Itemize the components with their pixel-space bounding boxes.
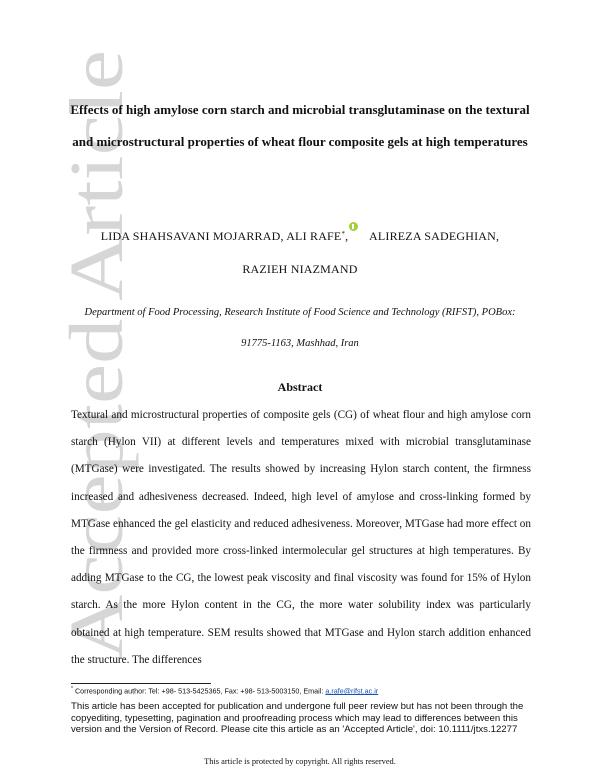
corresponding-author-footnote (71, 686, 541, 695)
watermark-text: Accepted Article (55, 147, 139, 660)
footnote-mark: * (71, 686, 73, 692)
abstract-body: Textural and microstructural properties of composite gels (CG) of wheat flour and high amylose corn starch (Hylon VII) at different levels and temperatures mixed with microbial transglutaminase (MTGase) were investigated. The results showed by increasing Hylon starch content, the firmness increased and adhesiveness decreased. Indeed, high level of amylose and cross-linking formed by MTGase enhanced the gel elasticity and reduced adhesiveness. Moreover, MTGase had more effect on the firmness and provided more cross-linked intermolecular gel structures at high temperatures. By adding MTGase to the CG, the lowest peak viscosity and final viscosity was found for 15% of Hylon starch. As the more Hylon content in the CG, the more water solubility index was particularly obtained at high temperature. SEM results showed that MTGase and Hylon starch addition enhanced the structure. The differences (71, 409, 531, 666)
abstract-heading: Abstract (277, 380, 323, 394)
authors-first: LIDA SHAHSAVANI MOJARRAD, ALI RAFE (100, 229, 342, 243)
author-list (90, 218, 510, 286)
footnote-divider (71, 683, 211, 684)
corresponding-email-link[interactable]: a.rafe@rifst.ac.ir (325, 686, 379, 696)
affiliation: Department of Food Processing, Research Institute of Food Science and Technology (RIFST), POBox: 91775-1163, Mashhad, Iran (84, 307, 516, 349)
authors-separator: , (345, 229, 349, 243)
footnote-text: Corresponding author: Tel: +98- 513-5425365, Fax: +98- 513-5003150, Email: (72, 686, 326, 696)
paper-title: Effects of high amylose corn starch and microbial transglutaminase on the textural and microstructural properties of wheat flour composite gels at high temperatures (70, 102, 530, 149)
orcid-icon[interactable] (349, 222, 358, 231)
copyright-footer: This article is protected by copyright. All rights reserved. (204, 757, 396, 766)
accepted-article-notice: This article has been accepted for publication and undergone full peer review but has not been through the copyediting, typesetting, pagination and proofreading process which may lead to differences between this version and the Version of Record. Please cite this article as an 'Accepted Article', doi: 10.1111/jtxs.12277 (71, 701, 524, 736)
corresponding-mark: * (341, 230, 346, 238)
authors-rest: ALIREZA SADEGHIAN, RAZIEH NIAZMAND (242, 229, 500, 276)
